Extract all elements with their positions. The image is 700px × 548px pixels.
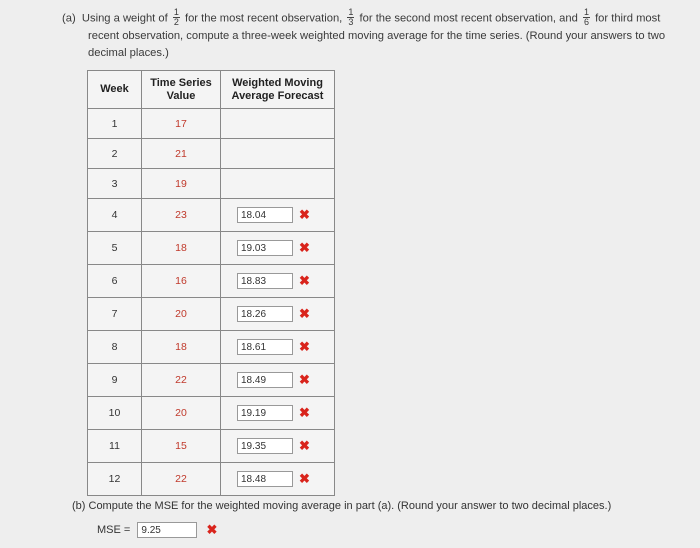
table-row	[88, 169, 335, 199]
incorrect-icon: ✖	[299, 207, 310, 222]
question-a-text-1: Using a weight of	[81, 12, 168, 25]
week-cell: 8	[88, 331, 142, 364]
forecast-cell	[221, 397, 335, 430]
forecast-cell	[221, 232, 335, 265]
value-cell: 17	[142, 109, 221, 139]
forecast-cell	[221, 463, 335, 496]
table-row	[88, 397, 335, 430]
week-cell: 4	[88, 199, 142, 232]
table-row	[88, 265, 335, 298]
incorrect-icon: ✖	[299, 306, 310, 321]
forecast-input[interactable]: 18.04	[237, 207, 293, 223]
forecast-cell	[221, 265, 335, 298]
forecast-cell	[221, 364, 335, 397]
week-cell: 9	[88, 364, 142, 397]
forecast-input[interactable]: 18.26	[237, 306, 293, 322]
table-row	[88, 430, 335, 463]
value-cell: 16	[142, 265, 221, 298]
week-cell: 10	[88, 397, 142, 430]
week-cell: 6	[88, 265, 142, 298]
week-cell: 12	[88, 463, 142, 496]
value-cell: 22	[142, 364, 221, 397]
question-a-text-2: for the most recent observation,	[184, 12, 343, 25]
week-cell: 11	[88, 430, 142, 463]
week-cell: 1	[88, 109, 142, 139]
incorrect-icon: ✖	[299, 240, 310, 255]
question-a	[62, 9, 694, 62]
incorrect-icon: ✖	[206, 522, 218, 537]
value-cell: 15	[142, 430, 221, 463]
question-a-text-4: for third most	[595, 12, 661, 25]
header-forecast: Weighted Moving Average Forecast	[221, 71, 335, 109]
value-cell: 20	[142, 397, 221, 430]
incorrect-icon: ✖	[299, 273, 310, 288]
forecast-input[interactable]: 18.49	[237, 372, 293, 388]
value-cell: 21	[142, 139, 221, 169]
value-cell: 19	[142, 169, 221, 199]
week-cell: 7	[88, 298, 142, 331]
forecast-input[interactable]: 19.19	[237, 405, 293, 421]
question-b: (b) Compute the MSE for the weighted moving average in part (a). (Round your answer to two decimal places.)	[72, 500, 612, 512]
incorrect-icon: ✖	[299, 438, 310, 453]
week-cell: 3	[88, 169, 142, 199]
forecast-cell	[221, 331, 335, 364]
week-cell: 5	[88, 232, 142, 265]
table-row	[88, 109, 335, 139]
table-row	[88, 232, 335, 265]
value-cell: 18	[142, 232, 221, 265]
week-cell: 2	[88, 139, 142, 169]
incorrect-icon: ✖	[299, 405, 310, 420]
weight-fraction-1: $\frac{1}{2}$	[173, 7, 179, 27]
incorrect-icon: ✖	[299, 339, 310, 354]
table-row	[88, 199, 335, 232]
table-row	[88, 331, 335, 364]
header-value: Time Series Value	[142, 71, 221, 109]
table-row	[88, 139, 335, 169]
value-cell: 20	[142, 298, 221, 331]
incorrect-icon: ✖	[299, 471, 310, 486]
question-a-text-5: recent observation, compute a three-week weighted moving average for the time series. (Round your answers to two decimal places.)	[88, 30, 666, 59]
forecast-input[interactable]: 19.35	[237, 438, 293, 454]
question-a-prefix: (a)	[62, 12, 76, 25]
incorrect-icon: ✖	[299, 372, 310, 387]
forecast-input[interactable]: 19.03	[237, 240, 293, 256]
forecast-cell	[221, 430, 335, 463]
value-cell: 22	[142, 463, 221, 496]
forecast-input[interactable]: 18.48	[237, 471, 293, 487]
forecast-table	[87, 70, 335, 496]
table-row	[88, 364, 335, 397]
weight-fraction-3: $\frac{1}{6}$	[583, 7, 589, 27]
mse-label: MSE =	[97, 523, 131, 536]
mse-input[interactable]: 9.25	[137, 522, 197, 538]
forecast-cell	[221, 109, 335, 139]
table-row	[88, 463, 335, 496]
forecast-input[interactable]: 18.61	[237, 339, 293, 355]
forecast-cell	[221, 298, 335, 331]
forecast-cell	[221, 139, 335, 169]
question-a-text-3: for the second most recent observation, and	[359, 12, 578, 25]
forecast-input[interactable]: 18.83	[237, 273, 293, 289]
header-week: Week	[88, 71, 142, 109]
table-row	[88, 298, 335, 331]
forecast-cell	[221, 169, 335, 199]
mse-row	[97, 522, 217, 538]
weight-fraction-2: $\frac{1}{3}$	[348, 7, 354, 27]
value-cell: 23	[142, 199, 221, 232]
value-cell: 18	[142, 331, 221, 364]
forecast-cell	[221, 199, 335, 232]
table-header-row	[88, 71, 335, 109]
